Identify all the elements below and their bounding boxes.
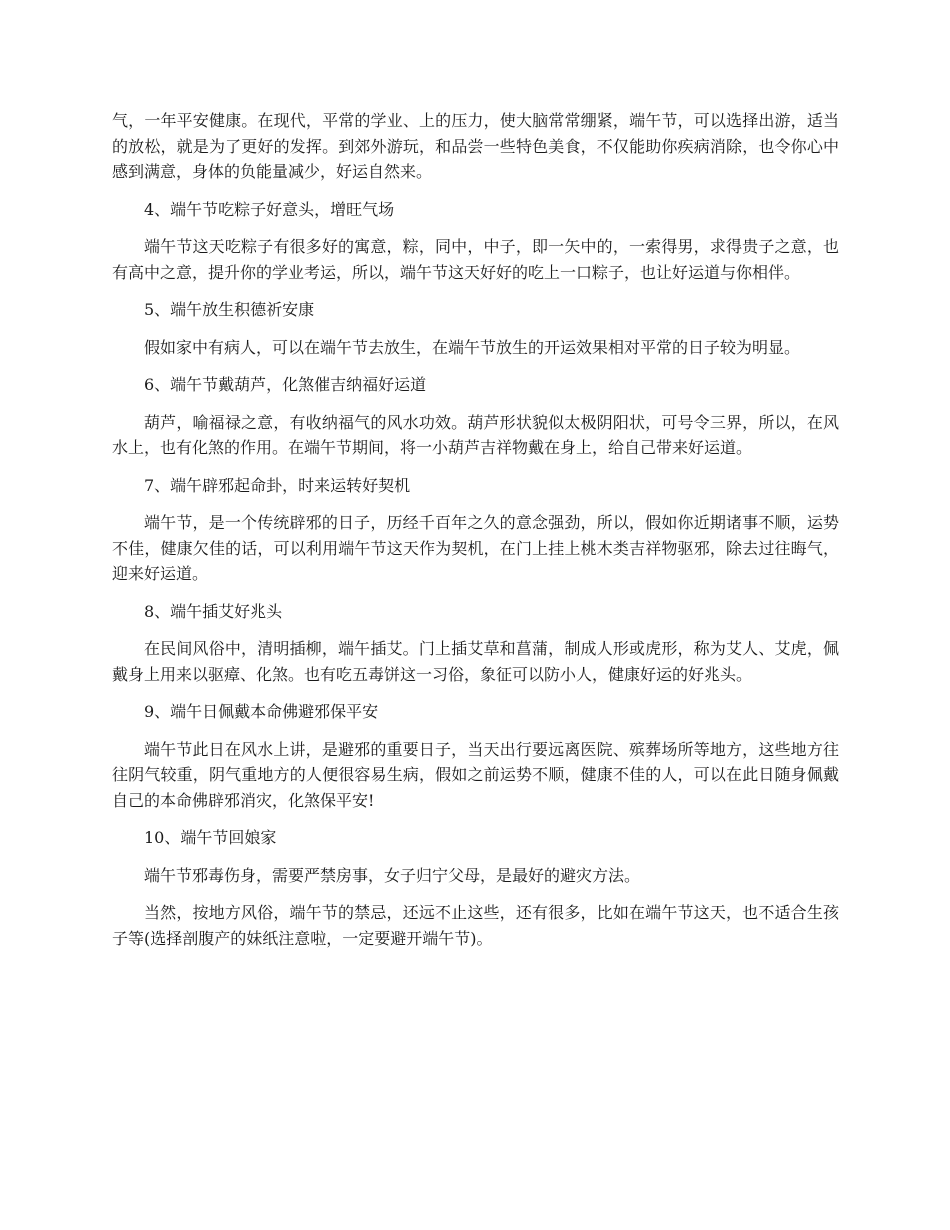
paragraph-5: 假如家中有病人，可以在端午节去放生，在端午节放生的开运效果相对平常的日子较为明显。: [144, 337, 801, 357]
paragraph-closing: 当然，按地方风俗，端午节的禁忌，还远不止这些，还有很多，比如在端午节这天，也不适合生孩子等(选择剖腹产的妹纸注意啦，一定要避开端午节)。: [112, 903, 839, 948]
section-heading-4: 4、端午节吃粽子好意头，增旺气场: [144, 199, 395, 219]
section-heading-5: 5、端午放生积德祈安康: [144, 300, 315, 319]
paragraph-9: 端午节此日在风水上讲，是避邪的重要日子，当天出行要远离医院、殡葬场所等地方，这些地方往往阴气较重，阴气重地方的人便很容易生病，假如之前运势不顺，健康不佳的人，可以在此日随身佩戴自己的本命佛辟邪消灾，化煞保平安!: [112, 739, 839, 810]
section-heading-6: 6、端午节戴葫芦，化煞催吉纳福好运道: [144, 375, 427, 394]
paragraph-6: 葫芦，喻福禄之意，有收纳福气的风水功效。葫芦形状貌似太极阴阳状，可号令三界，所以，在风水上，也有化煞的作用。在端午节期间，将一小葫芦吉祥物戴在身上，给自己带来好运道。: [112, 412, 839, 457]
section-heading-8: 8、端午插艾好兆头: [144, 601, 283, 621]
paragraph-intro: 气，一年平安健康。在现代，平常的学业、上的压力，使大脑常常绷紧，端午节，可以选择出游，适当的放松，就是为了更好的发挥。到郊外游玩，和品尝一些特色美食，不仅能助你疾病消除，也令你心中感到满意，身体的负能量减少，好运自然来。: [112, 111, 839, 181]
section-heading-9: 9、端午日佩戴本命佛避邪保平安: [144, 702, 379, 721]
section-heading-10: 10、端午节回娘家: [144, 828, 277, 847]
paragraph-8: 在民间风俗中，清明插柳，端午插艾。门上插艾草和菖蒲，制成人形或虎形，称为艾人、艾虎，佩戴身上用来以驱瘴、化煞。也有吃五毒饼这一习俗，象征可以防小人，健康好运的好兆头。: [112, 639, 839, 684]
paragraph-7: 端午节，是一个传统辟邪的日子，历经千百年之久的意念强劲，所以，假如你近期诸事不顺，运势不佳，健康欠佳的话，可以利用端午节这天作为契机，在门上挂上桃木类吉祥物驱邪，除去过往晦气，迎来好运道。: [112, 513, 839, 583]
paragraph-10: 端午节邪毒伤身，需要严禁房事，女子归宁父母，是最好的避灾方法。: [144, 865, 641, 885]
section-heading-7: 7、端午辟邪起命卦，时来运转好契机: [144, 475, 411, 495]
document-page: [112, 108, 839, 963]
paragraph-4: 端午节这天吃粽子有很多好的寓意，粽，同中，中子，即一矢中的，一索得男，求得贵子之意，也有高中之意，提升你的学业考运，所以，端午节这天好好的吃上一口粽子，也让好运道与你相伴。: [112, 237, 839, 282]
